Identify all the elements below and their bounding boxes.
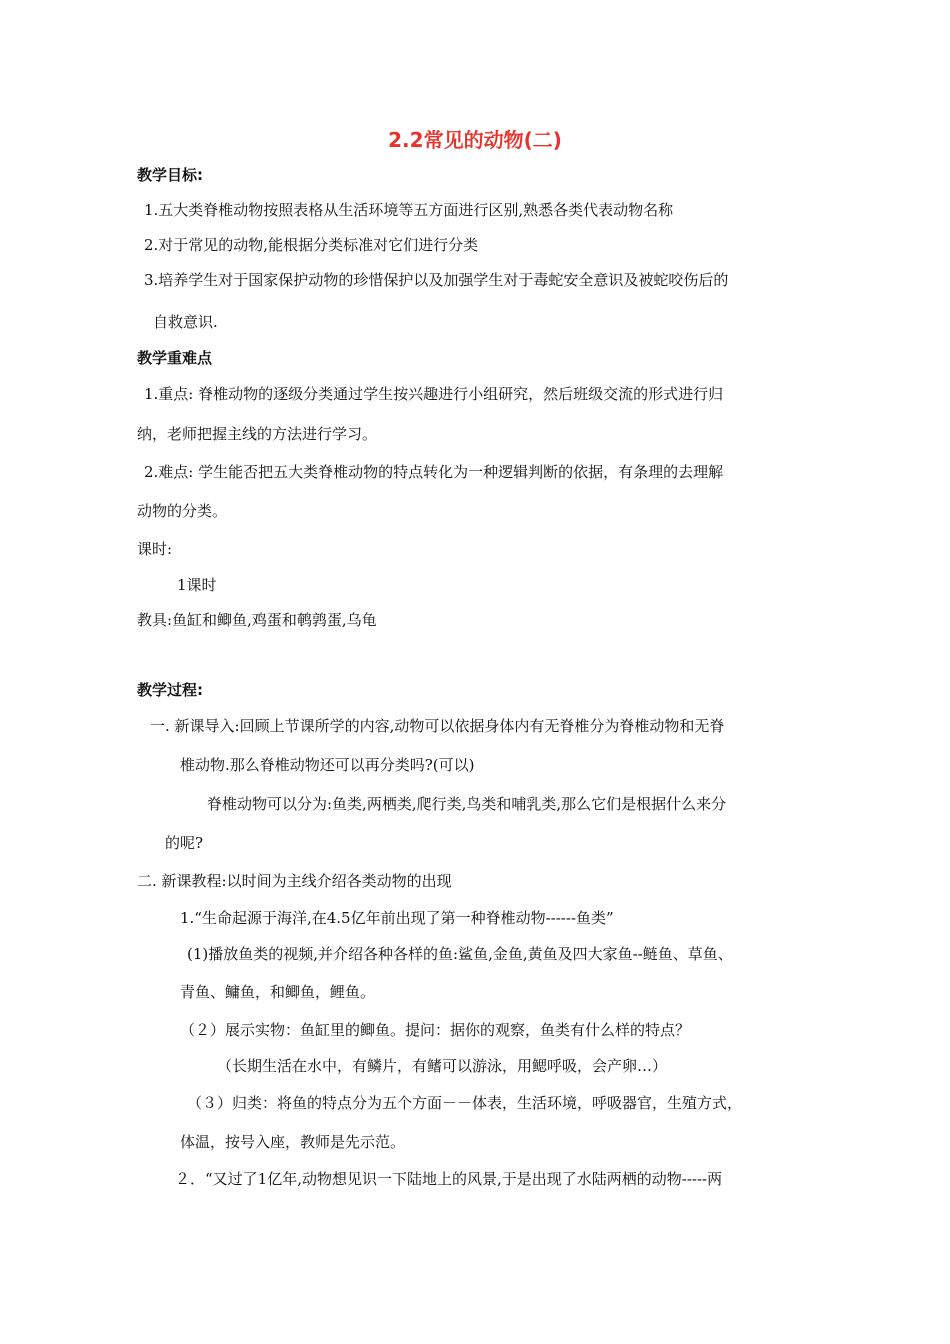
key-point-2-cont: 动物的分类。 bbox=[137, 502, 228, 520]
key-point-1: 1.重点: 脊椎动物的逐级分类通过学生按兴趣进行小组研究，然后班级交流的形式进行归 bbox=[144, 385, 724, 403]
key-point-1-cont: 纳，老师把握主线的方法进行学习。 bbox=[137, 425, 378, 443]
period-value: 1课时 bbox=[177, 576, 217, 594]
period-label: 课时: bbox=[137, 540, 173, 558]
section-2-heading: ２．“又过了1亿年,动物想见识一下陆地上的风景,于是出现了水陆两栖的动物-----两 bbox=[175, 1170, 723, 1188]
teaching-tools: 教具:鱼缸和鲫鱼,鸡蛋和鹌鹑蛋,乌龟 bbox=[137, 611, 377, 629]
process-intro: 一. 新课导入:回顾上节课所学的内容,动物可以依据身体内有无脊椎分为脊椎动物和无脊 bbox=[150, 717, 725, 735]
section-1-item-2: （２）展示实物：鱼缸里的鲫鱼。提问：据你的观察，鱼类有什么样的特点？ bbox=[180, 1021, 691, 1039]
objective-item-1: 1.五大类脊椎动物按照表格从生活环境等五方面进行区别,熟悉各类代表动物名称 bbox=[144, 201, 674, 219]
process-intro-para-cont: 的呢? bbox=[165, 834, 204, 852]
section-1-item-1-cont: 青鱼、鳙鱼，和鲫鱼，鲤鱼。 bbox=[180, 983, 376, 1001]
key-point-2: 2.难点: 学生能否把五大类脊椎动物的特点转化为一种逻辑判断的依据，有条理的去理解 bbox=[144, 463, 724, 481]
objective-item-2: 2.对于常见的动物,能根据分类标准对它们进行分类 bbox=[144, 236, 479, 254]
process-new-lesson: 二. 新课教程:以时间为主线介绍各类动物的出现 bbox=[137, 872, 452, 890]
objective-item-3: 3.培养学生对于国家保护动物的珍惜保护以及加强学生对于毒蛇安全意识及被蛇咬伤后的 bbox=[144, 271, 729, 289]
section-1-item-3-cont: 体温，按号入座，教师是先示范。 bbox=[180, 1133, 406, 1151]
key-points-heading: 教学重难点 bbox=[137, 349, 213, 367]
section-1-item-1: (1)播放鱼类的视频,并介绍各种各样的鱼:鲨鱼,金鱼,黄鱼及四大家鱼--鲢鱼、草鱼、 bbox=[187, 945, 733, 963]
process-intro-para: 脊椎动物可以分为:鱼类,两栖类,爬行类,鸟类和哺乳类,那么它们是根据什么来分 bbox=[207, 795, 727, 813]
section-1-item-3: （３）归类：将鱼的特点分为五个方面－－体表，生活环境，呼吸器官，生殖方式， bbox=[187, 1094, 743, 1112]
document-title: 2.2常见的动物(二) bbox=[388, 128, 562, 152]
objectives-heading: 教学目标: bbox=[137, 166, 203, 184]
process-intro-cont: 椎动物.那么脊椎动物还可以再分类吗?(可以) bbox=[180, 756, 475, 774]
objective-item-3-cont: 自救意识. bbox=[153, 313, 218, 331]
section-1-heading: 1.“生命起源于海洋,在4.5亿年前出现了第一种脊椎动物------鱼类” bbox=[180, 909, 614, 927]
process-heading: 教学过程: bbox=[137, 681, 203, 699]
section-1-item-2-answer: （长期生活在水中，有鳞片，有鳍可以游泳，用鳃呼吸，会产卵…） bbox=[217, 1057, 668, 1075]
